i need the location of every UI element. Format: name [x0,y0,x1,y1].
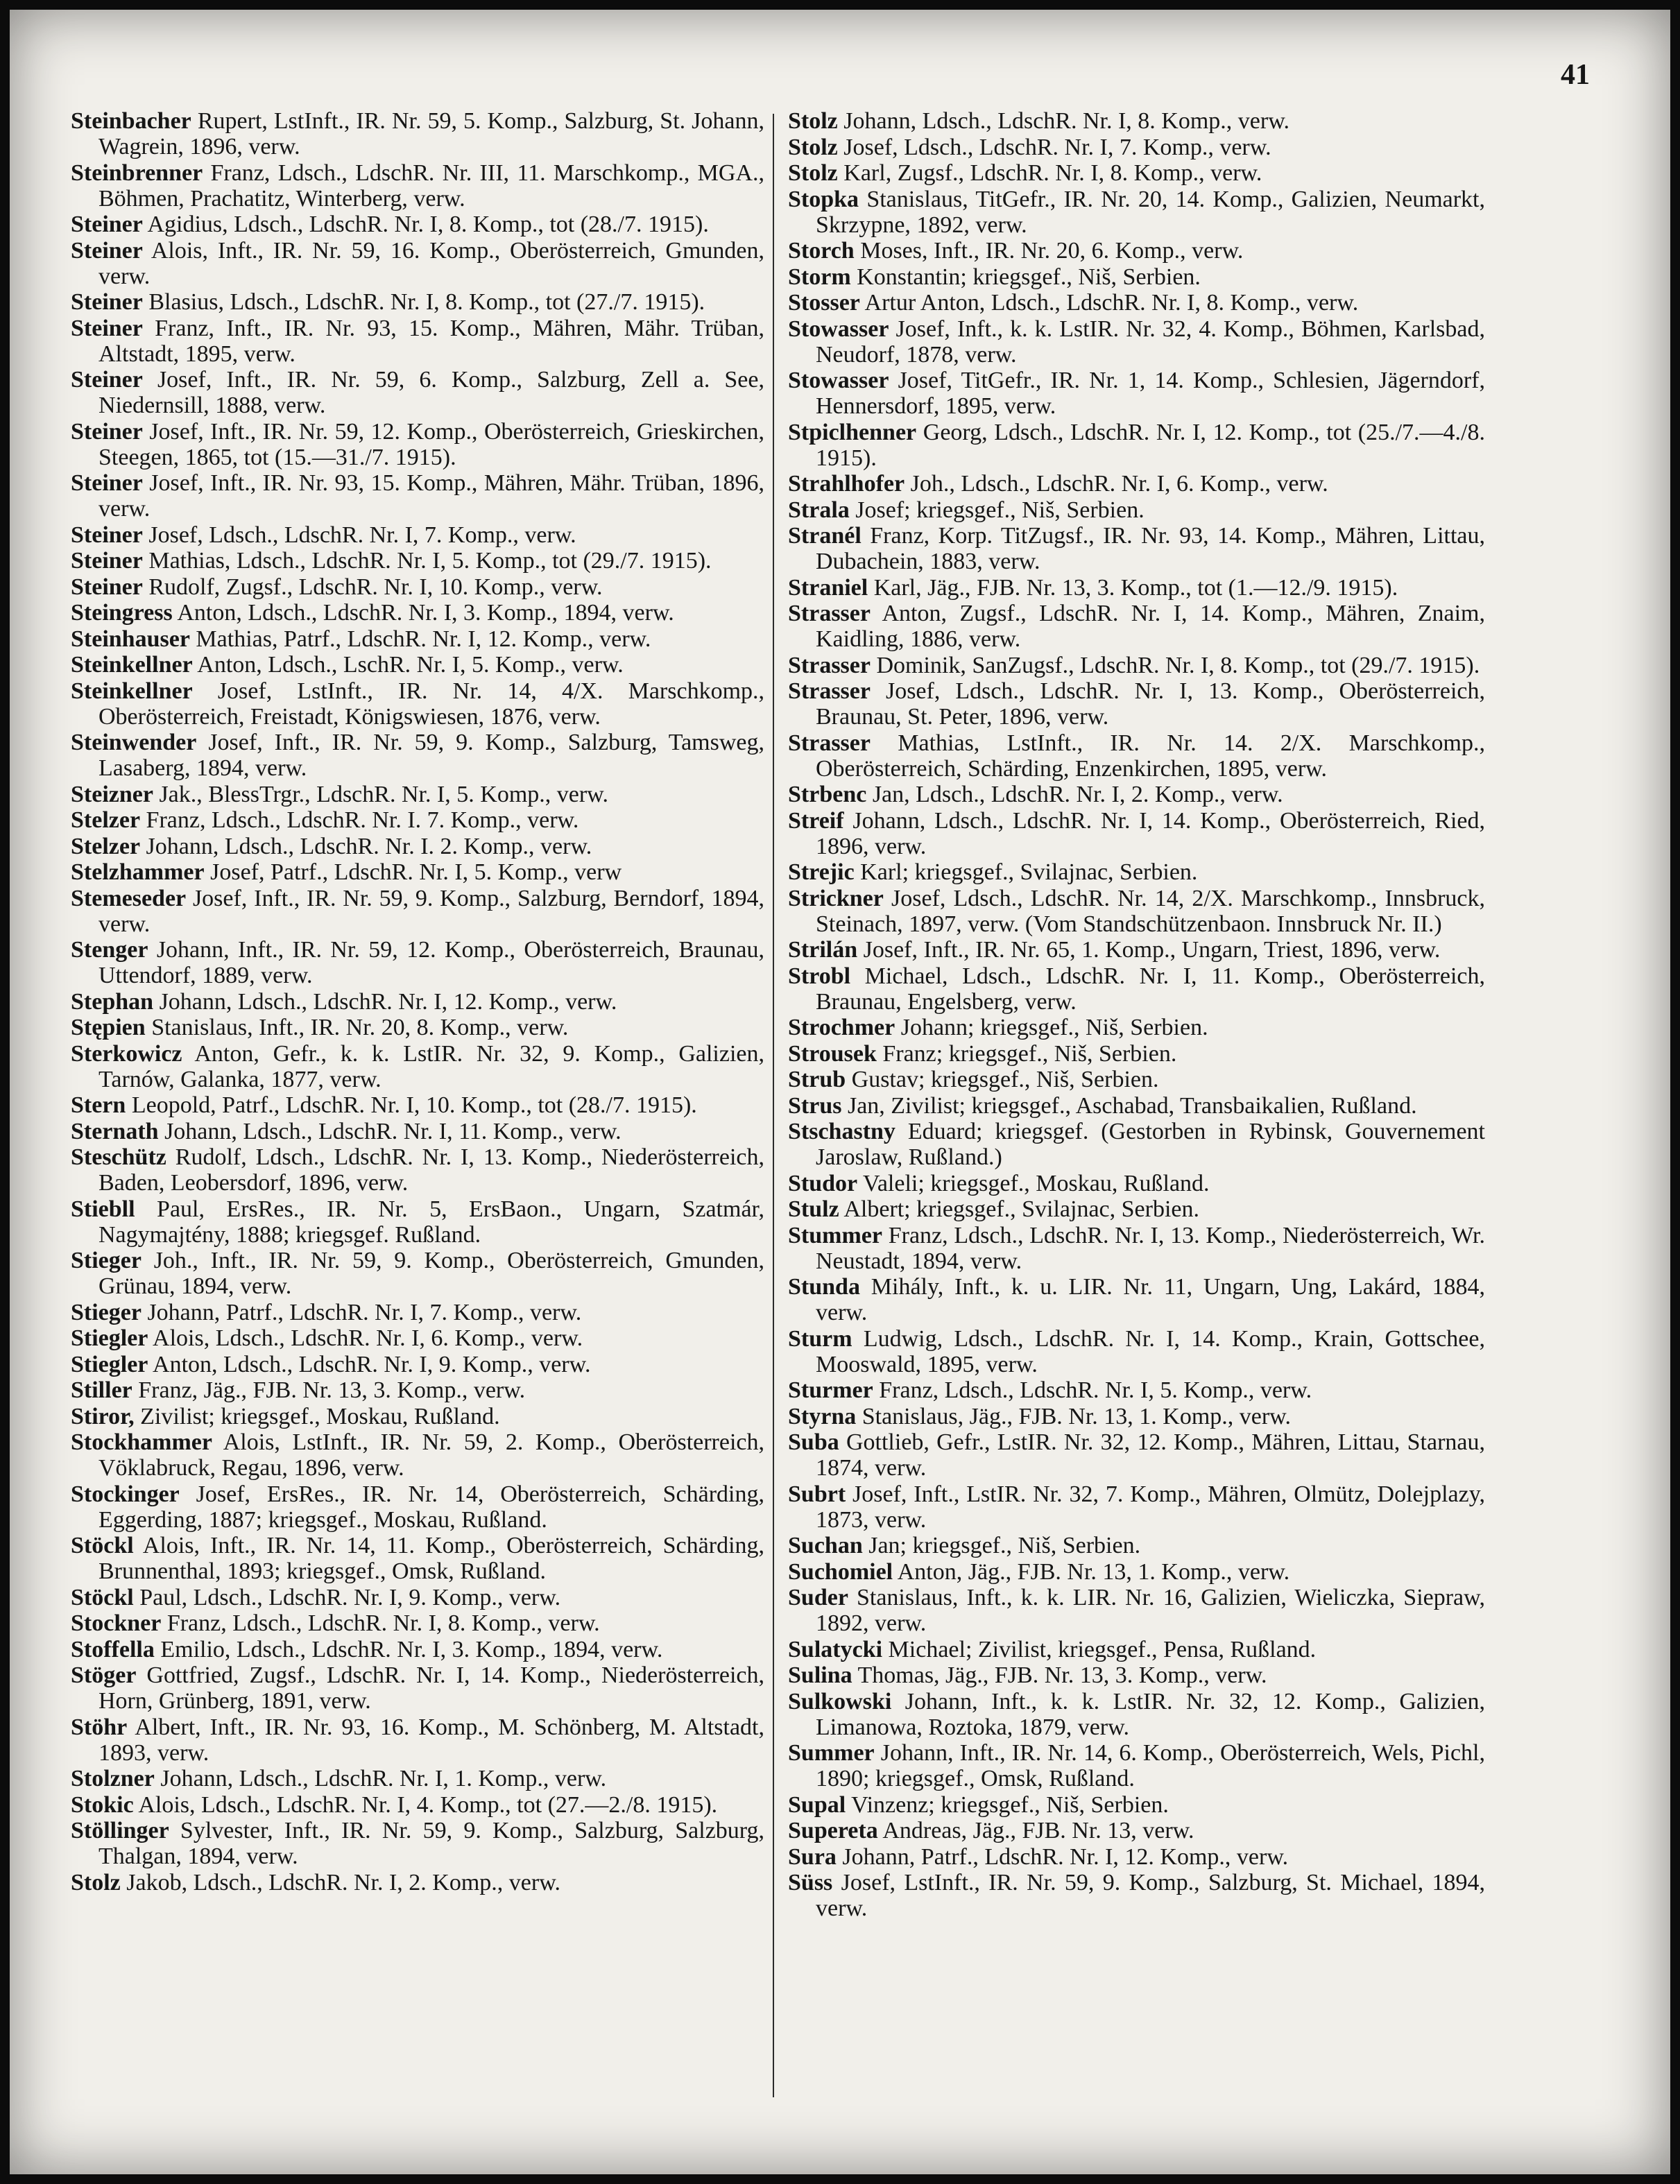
entry-surname: Stowasser [788,368,889,393]
entry-surname: Stiror, [71,1403,135,1429]
entry-details: Franz, Ldsch., LdschR. Nr. I, 13. Komp., Niederösterreich, Wr. Neustadt, 1894, verw. [816,1222,1486,1274]
entry-surname: Stephan [71,988,154,1015]
entry-surname: Stolz [71,1869,121,1895]
entry-surname: Sulkowski [788,1688,892,1714]
entry-details: Josef, Ldsch., LdschR. Nr. 14, 2/X. Marschkomp., Innsbruck, Steinach, 1897, verw. (Vom Standschützenbaon. Innsbruck Nr. II.) [816,885,1486,937]
register-entry [788,420,1485,471]
entry-surname: Steinkellner [71,678,193,704]
entry-surname: Stowasser [788,316,889,342]
register-entry [788,1119,1485,1170]
register-entry [788,937,1485,963]
entry-details: Franz, Ldsch., LdschR. Nr. III, 11. Marschkomp., MGA., Böhmen, Prachatitz, Winterberg, verw. [98,160,764,212]
entry-details: Jan; kriegsgef., Niš, Serbien. [868,1533,1141,1558]
entry-details: Josef, Inft., IR. Nr. 59, 12. Komp., Oberösterreich, Grieskirchen, Steegen, 1865, tot (15.—31./7. 1915). [98,418,764,470]
entry-surname: Stosser [788,290,860,316]
entry-details: Gottfried, Zugsf., LdschR. Nr. I, 14. Komp., Niederösterreich, Horn, Grünberg, 1891, verw. [98,1662,764,1714]
register-entry [71,782,764,807]
entry-details: Rudolf, Ldsch., LdschR. Nr. I, 13. Komp., Niederösterreich, Baden, Leobersdorf, 1896, verw. [98,1144,764,1196]
entry-surname: Stemeseder [71,885,187,911]
register-entry [71,1610,764,1636]
register-entry [788,1689,1485,1740]
entry-surname: Strobl [788,963,851,989]
entry-surname: Stiegler [71,1351,148,1377]
register-entry [71,160,764,212]
entry-surname: Straniel [788,574,868,601]
entry-details: Mihály, Inft., k. u. LIR. Nr. 11, Ungarn, Ung, Lakárd, 1884, verw. [816,1274,1486,1325]
entry-details: Johann, Ldsch., LdschR. Nr. I, 1. Komp., verw. [160,1766,607,1791]
register-entry [788,264,1485,290]
entry-surname: Stolzner [71,1766,155,1791]
register-entry [788,1792,1485,1818]
register-entry [788,653,1485,678]
entry-details: Johann, Inft., k. k. LstIR. Nr. 32, 12. Komp., Galizien, Limanowa, Roztoka, 1879, verw. [816,1688,1485,1740]
register-entry [788,808,1485,859]
entry-surname: Suchan [788,1533,863,1558]
register-entry [71,1481,764,1533]
entry-details: Eduard; kriegsgef. (Gestorben in Rybinsk, Gouvernement Jaroslaw, Rußland.) [816,1119,1486,1170]
entry-surname: Steinkellner [71,652,193,678]
entry-details: Mathias, LstInft., IR. Nr. 14. 2/X. Marschkomp., Oberösterreich, Schärding, Enzenkirchen, 1895, verw. [816,730,1485,782]
entry-details: Rupert, LstInft., IR. Nr. 59, 5. Komp., Salzburg, St. Johann, Wagrein, 1896, verw. [98,108,765,160]
entry-details: Alois, Ldsch., LdschR. Nr. I, 6. Komp., verw. [153,1325,583,1351]
entry-details: Mathias, Patrf., LdschR. Nr. I, 12. Komp., verw. [196,626,651,652]
register-entry [71,548,764,574]
register-entry [788,1585,1485,1636]
register-entry [71,834,764,859]
entry-surname: Stiegler [71,1325,148,1351]
register-entry [788,1870,1485,1921]
entry-surname: Steiner [71,237,143,264]
register-entry [71,600,764,626]
register-entry [71,1092,764,1118]
entry-details: Agidius, Ldsch., LdschR. Nr. I, 8. Komp., tot (28./7. 1915). [147,212,709,237]
entry-surname: Steiner [71,548,143,574]
entry-details: Moses, Inft., IR. Nr. 20, 6. Komp., verw. [860,238,1244,264]
register-entry [71,626,764,652]
entry-surname: Stolz [788,160,838,186]
entry-details: Karl; kriegsgef., Svilajnac, Serbien. [860,859,1198,885]
entry-details: Michael; Zivilist, kriegsgef., Pensa, Rußland. [888,1636,1317,1662]
entry-surname: Strus [788,1092,842,1119]
entry-details: Josef, LstInft., IR. Nr. 14, 4/X. Marschkomp., Oberösterreich, Freistadt, Königswiesen, 1876, verw. [98,678,765,730]
register-entry [788,497,1485,523]
register-entry [788,108,1485,134]
entry-details: Karl, Zugsf., LdschR. Nr. I, 8. Komp., verw. [843,160,1262,186]
entry-surname: Strilán [788,937,858,963]
entry-details: Jan, Zivilist; kriegsgef., Aschabad, Transbaikalien, Rußland. [847,1092,1417,1119]
entry-details: Stanislaus, Inft., k. k. LIR. Nr. 16, Galizien, Wieliczka, Siepraw, 1892, verw. [816,1585,1485,1636]
register-entry [71,1300,764,1325]
entry-details: Johann; kriegsgef., Niš, Serbien. [900,1015,1208,1040]
entry-details: Paul, Ldsch., LdschR. Nr. I, 9. Komp., verw. [139,1584,561,1610]
register-entry [788,471,1485,497]
register-entry [788,1093,1485,1119]
register-entry [71,678,764,730]
entry-surname: Steinwender [71,730,197,755]
entry-details: Stanislaus, Jäg., FJB. Nr. 13, 1. Komp., verw. [862,1403,1292,1429]
entry-details: Josef, TitGefr., IR. Nr. 1, 14. Komp., Schlesien, Jägerndorf, Hennersdorf, 1895, verw. [816,368,1486,419]
register-entry [788,1533,1485,1558]
entry-details: Josef, Inft., IR. Nr. 59, 9. Komp., Salzburg, Berndorf, 1894, verw. [98,885,765,937]
register-entry [788,678,1485,730]
entry-details: Gottlieb, Gefr., LstIR. Nr. 32, 12. Komp., Mähren, Littau, Starnau, 1874, verw. [816,1429,1485,1481]
entry-details: Josef, Inft., LstIR. Nr. 32, 7. Komp., Mähren, Olmütz, Dolejplazy, 1873, verw. [816,1481,1486,1533]
register-entry [71,937,764,988]
entry-surname: Stenger [71,937,148,963]
entry-surname: Steiner [71,367,143,393]
entry-details: Karl, Jäg., FJB. Nr. 13, 3. Komp., tot (1.—12./9. 1915). [873,574,1398,601]
entry-surname: Stiller [71,1377,132,1403]
register-entry [788,575,1485,601]
register-entry [71,807,764,833]
entry-surname: Süss [788,1870,833,1895]
register-entry [788,1429,1485,1481]
entry-details: Anton, Ldsch., LschR. Nr. I, 5. Komp., verw. [197,652,624,678]
right-column [788,108,1485,1922]
entry-surname: Storm [788,264,851,290]
entry-surname: Strejic [788,859,855,885]
register-entry [71,886,764,937]
page-number: 41 [1561,59,1590,91]
entry-details: Josef, Inft., IR. Nr. 59, 9. Komp., Salzburg, Tamsweg, Lasaberg, 1894, verw. [98,730,765,781]
entry-details: Josef, Inft., IR. Nr. 65, 1. Komp., Ungarn, Triest, 1896, verw. [863,937,1441,963]
entry-surname: Summer [788,1740,875,1766]
register-entry [788,316,1485,368]
entry-details: Josef, Inft., IR. Nr. 93, 15. Komp., Mähren, Mähr. Trüban, 1896, verw. [98,470,765,522]
register-entry [71,730,764,781]
register-entry [788,963,1485,1015]
entry-surname: Strasser [788,601,871,626]
register-entry [71,316,764,367]
entry-surname: Stpiclhenner [788,419,917,445]
entry-details: Johann, Ldsch., LdschR. Nr. I. 2. Komp., verw. [146,833,592,859]
entry-surname: Stöckl [71,1533,134,1558]
register-entry [788,886,1485,937]
entry-details: Ludwig, Ldsch., LdschR. Nr. I, 14. Komp., Krain, Gottschee, Mooswald, 1895, verw. [816,1325,1485,1377]
entry-details: Gustav; kriegsgef., Niš, Serbien. [851,1067,1159,1092]
entry-details: Jak., BlessTrgr., LdschR. Nr. I, 5. Komp., verw. [159,781,609,807]
entry-details: Sylvester, Inft., IR. Nr. 59, 9. Komp., Salzburg, Salzburg, Thalgan, 1894, verw. [98,1818,764,1869]
entry-surname: Stolz [788,108,838,134]
entry-details: Josef, Ldsch., LdschR. Nr. I, 13. Komp., Oberösterreich, Braunau, St. Peter, 1896, verw. [816,678,1485,730]
register-entry [71,1662,764,1714]
entry-details: Johann, Inft., IR. Nr. 59, 12. Komp., Oberösterreich, Braunau, Uttendorf, 1889, verw. [98,937,764,988]
entry-surname: Sternath [71,1118,159,1144]
entry-details: Emilio, Ldsch., LdschR. Nr. I, 3. Komp., 1894, verw. [160,1636,663,1662]
register-entry [788,1377,1485,1403]
register-entry [788,1844,1485,1870]
register-entry [71,574,764,600]
register-entry [788,290,1485,316]
entry-surname: Stunda [788,1274,860,1300]
entry-details: Anton, Ldsch., LdschR. Nr. I, 3. Komp., 1894, verw. [177,600,674,626]
entry-details: Leopold, Patrf., LdschR. Nr. I, 10. Komp., tot (28./7. 1915). [131,1092,697,1118]
entry-details: Franz, Ldsch., LdschR. Nr. I, 8. Komp., verw. [166,1610,600,1636]
register-entry [71,367,764,418]
entry-surname: Stulz [788,1196,839,1222]
entry-details: Franz, Inft., IR. Nr. 93, 15. Komp., Mähren, Mähr. Trüban, Altstadt, 1895, verw. [98,315,764,367]
register-entry [788,1067,1485,1092]
entry-surname: Stöckl [71,1584,134,1610]
register-entry [71,1119,764,1144]
entry-details: Johann, Patrf., LdschR. Nr. I, 7. Komp., verw. [147,1299,582,1325]
entry-surname: Stieger [71,1248,142,1273]
register-entry [788,1196,1485,1222]
register-entry [71,1015,764,1040]
entry-details: Andreas, Jäg., FJB. Nr. 13, verw. [882,1818,1194,1843]
entry-surname: Steiner [71,315,143,341]
entry-details: Georg, Ldsch., LdschR. Nr. I, 12. Komp., tot (25./7.—4./8. 1915). [816,419,1485,471]
entry-details: Josef, LstInft., IR. Nr. 59, 9. Komp., Salzburg, St. Michael, 1894, verw. [816,1870,1486,1921]
register-entry [71,419,764,470]
entry-surname: Stieger [71,1299,142,1325]
entry-surname: Stockhammer [71,1429,212,1455]
entry-details: Johann, Ldsch., LdschR. Nr. I, 11. Komp., verw. [164,1118,622,1144]
register-entry [71,989,764,1015]
entry-details: Franz; kriegsgef., Niš, Serbien. [882,1040,1177,1067]
register-entry [788,1559,1485,1585]
entry-details: Valeli; kriegsgef., Moskau, Rußland. [863,1170,1210,1196]
register-entry [71,1792,764,1818]
entry-surname: Steiner [71,289,143,315]
register-entry [71,1870,764,1895]
entry-surname: Steiner [71,418,143,445]
register-entry [71,108,764,160]
entry-surname: Sulatycki [788,1636,883,1662]
entry-surname: Stschastny [788,1119,895,1144]
entry-details: Vinzenz; kriegsgef., Niš, Serbien. [851,1791,1169,1818]
entry-details: Mathias, Ldsch., LdschR. Nr. I, 5. Komp., tot (29./7. 1915). [148,548,712,574]
register-entry [71,238,764,289]
register-entry [71,1041,764,1092]
register-entry [788,1740,1485,1791]
entry-surname: Strasser [788,730,871,756]
register-entry [788,1662,1485,1688]
entry-details: Alois, Inft., IR. Nr. 59, 16. Komp., Oberösterreich, Gmunden, verw. [98,237,765,289]
scanned-page [10,10,1670,2174]
entry-details: Stanislaus, Inft., IR. Nr. 20, 8. Komp., verw. [151,1015,569,1040]
entry-details: Michael, Ldsch., LdschR. Nr. I, 11. Komp., Oberösterreich, Braunau, Engelsberg, verw. [816,963,1485,1015]
entry-surname: Supereta [788,1818,878,1843]
entry-details: Johann, Ldsch., LdschR. Nr. I, 12. Komp., verw. [159,988,617,1015]
entry-surname: Stelzer [71,807,141,833]
entry-surname: Streif [788,807,844,834]
entry-surname: Stöhr [71,1714,128,1740]
entry-details: Franz, Korp. TitZugsf., IR. Nr. 93, 14. Komp., Mähren, Littau, Dubachein, 1883, verw. [816,523,1485,574]
entry-surname: Strala [788,497,850,523]
entry-surname: Stokic [71,1791,134,1818]
register-entry [71,1714,764,1766]
entry-surname: Steiner [71,522,143,548]
register-entry [788,1818,1485,1843]
entry-surname: Supal [788,1791,846,1818]
entry-details: Alois, Inft., IR. Nr. 14, 11. Komp., Oberösterreich, Schärding, Brunnenthal, 1893; kriegsgef., Omsk, Rußland. [98,1533,765,1584]
entry-details: Blasius, Ldsch., LdschR. Nr. I, 8. Komp., tot (27./7. 1915). [148,289,705,315]
entry-details: Franz, Ldsch., LdschR. Nr. I. 7. Komp., verw. [146,807,579,833]
register-entry [788,135,1485,160]
entry-surname: Sulina [788,1662,852,1688]
entry-details: Paul, ErsRes., IR. Nr. 5, ErsBaon., Ungarn, Szatmár, Nagymajtény, 1888; kriegsgef. Rußland. [98,1196,764,1248]
register-entry [71,1818,764,1869]
entry-surname: Steiner [71,212,143,237]
entry-details: Rudolf, Zugsf., LdschR. Nr. I, 10. Komp., verw. [148,574,603,600]
entry-details: Konstantin; kriegsgef., Niš, Serbien. [857,264,1201,290]
register-entry [71,1196,764,1248]
register-entry [788,1223,1485,1274]
entry-details: Johann, Inft., IR. Nr. 14, 6. Komp., Oberösterreich, Wels, Pichl, 1890; kriegsgef., Omsk, Rußland. [816,1740,1486,1791]
entry-surname: Steschütz [71,1144,166,1170]
entry-surname: Steiner [71,470,143,496]
entry-details: Franz, Jäg., FJB. Nr. 13, 3. Komp., verw. [138,1377,526,1403]
entry-surname: Stoffella [71,1636,155,1662]
entry-surname: Strbenc [788,782,867,807]
entry-surname: Strahlhofer [788,471,905,497]
entry-surname: Studor [788,1170,858,1196]
entry-surname: Stiebll [71,1196,135,1222]
register-entry [788,523,1485,574]
entry-surname: Sturmer [788,1377,873,1403]
entry-details: Alois, Ldsch., LdschR. Nr. I, 4. Komp., tot (27.—2./8. 1915). [138,1791,718,1818]
entry-details: Stanislaus, TitGefr., IR. Nr. 20, 14. Komp., Galizien, Neumarkt, Skrzypne, 1892, verw. [816,186,1486,238]
entry-details: Josef, Inft., IR. Nr. 59, 6. Komp., Salzburg, Zell a. See, Niedernsill, 1888, verw. [98,367,764,418]
register-entry [71,1429,764,1481]
register-entry [71,1533,764,1584]
entry-surname: Sura [788,1843,837,1870]
entry-surname: Suder [788,1585,848,1610]
register-entry [788,1481,1485,1533]
register-entry [788,1637,1485,1662]
register-entry [71,470,764,522]
entry-surname: Steinbrenner [71,160,203,186]
entry-details: Joh., Ldsch., LdschR. Nr. I, 6. Komp., verw. [910,471,1328,497]
entry-surname: Stern [71,1092,126,1118]
entry-surname: Stockner [71,1610,162,1636]
left-column [71,108,764,1895]
entry-surname: Sturm [788,1325,852,1352]
register-entry [71,1637,764,1662]
entry-surname: Strochmer [788,1015,895,1040]
entry-surname: Steingress [71,600,173,626]
entry-details: Anton, Zugsf., LdschR. Nr. I, 14. Komp., Mähren, Znaim, Kaidling, 1886, verw. [816,601,1485,652]
register-entry [788,1171,1485,1196]
entry-surname: Stelzer [71,833,141,859]
entry-surname: Stelzhammer [71,859,205,885]
entry-surname: Steinhauser [71,626,190,652]
entry-details: Josef, Patrf., LdschR. Nr. I, 5. Komp., verw [210,859,622,885]
entry-surname: Strasser [788,652,871,678]
entry-details: Jakob, Ldsch., LdschR. Nr. I, 2. Komp., verw. [126,1869,561,1895]
register-entry [71,652,764,678]
column-divider [773,114,774,2097]
register-entry [788,1326,1485,1377]
entry-surname: Styrna [788,1403,857,1429]
entry-surname: Stopka [788,186,859,212]
entry-details: Anton, Gefr., k. k. LstIR. Nr. 32, 9. Komp., Galizien, Tarnów, Galanka, 1877, verw. [98,1040,764,1092]
register-entry [71,1248,764,1299]
entry-surname: Suba [788,1429,839,1455]
entry-details: Alois, LstInft., IR. Nr. 59, 2. Komp., Oberösterreich, Vöklabruck, Regau, 1896, verw. [98,1429,764,1481]
entry-details: Josef, ErsRes., IR. Nr. 14, Oberösterreich, Schärding, Eggerding, 1887; kriegsgef., Moskau, Rußland. [98,1481,765,1533]
register-entry [788,238,1485,264]
register-entry [788,160,1485,186]
entry-surname: Steizner [71,781,153,807]
entry-surname: Strousek [788,1040,877,1067]
register-entry [71,1377,764,1403]
entry-details: Josef; kriegsgef., Niš, Serbien. [855,497,1145,523]
entry-details: Josef, Ldsch., LdschR. Nr. I, 7. Komp., verw. [148,522,576,548]
entry-surname: Stöger [71,1662,137,1688]
register-entry [71,1766,764,1791]
register-entry [788,859,1485,885]
register-entry [788,1015,1485,1040]
register-entry [788,1041,1485,1067]
register-entry [71,1144,764,1196]
register-entry [788,187,1485,238]
entry-surname: Stępien [71,1015,146,1040]
entry-details: Johann, Ldsch., LdschR. Nr. I, 8. Komp., verw. [843,108,1290,134]
entry-details: Jan, Ldsch., LdschR. Nr. I, 2. Komp., verw. [872,782,1283,807]
register-entry [788,1274,1485,1325]
register-entry [788,730,1485,782]
entry-details: Josef, Ldsch., LdschR. Nr. I, 7. Komp., verw. [843,134,1271,160]
entry-details: Joh., Inft., IR. Nr. 59, 9. Komp., Oberösterreich, Gmunden, Grünau, 1894, verw. [98,1248,765,1299]
register-entry [788,1404,1485,1429]
entry-surname: Storch [788,238,855,264]
register-entry [71,1404,764,1429]
entry-surname: Steiner [71,574,143,600]
entry-surname: Subrt [788,1481,846,1507]
register-entry [71,522,764,548]
entry-details: Josef, Inft., k. k. LstIR. Nr. 32, 4. Komp., Böhmen, Karlsbad, Neudorf, 1878, verw. [816,316,1485,368]
register-entry [71,212,764,237]
entry-surname: Sterkowicz [71,1040,182,1067]
register-entry [71,1585,764,1610]
entry-details: Thomas, Jäg., FJB. Nr. 13, 3. Komp., verw. [857,1662,1267,1688]
entry-surname: Stöllinger [71,1818,169,1843]
register-entry [788,782,1485,807]
entry-details: Anton, Ldsch., LdschR. Nr. I, 9. Komp., verw. [153,1351,591,1377]
entry-surname: Steinbacher [71,108,191,134]
register-entry [788,368,1485,419]
entry-surname: Stolz [788,134,838,160]
entry-details: Albert; kriegsgef., Svilajnac, Serbien. [843,1196,1200,1222]
register-entry [71,1352,764,1377]
entry-surname: Strasser [788,678,871,704]
entry-details: Franz, Ldsch., LdschR. Nr. I, 5. Komp., verw. [879,1377,1312,1403]
entry-details: Johann, Patrf., LdschR. Nr. I, 12. Komp., verw. [842,1843,1289,1870]
entry-details: Dominik, SanZugsf., LdschR. Nr. I, 8. Komp., tot (29./7. 1915). [876,652,1480,678]
register-entry [71,289,764,315]
entry-details: Anton, Jäg., FJB. Nr. 13, 1. Komp., verw. [897,1558,1290,1585]
entry-surname: Stranél [788,523,862,549]
entry-details: Artur Anton, Ldsch., LdschR. Nr. I, 8. Komp., verw. [864,290,1359,316]
entry-surname: Stummer [788,1222,882,1248]
register-entry [71,1325,764,1351]
register-entry [788,601,1485,652]
entry-details: Albert, Inft., IR. Nr. 93, 16. Komp., M. Schönberg, M. Altstadt, 1893, verw. [98,1714,764,1766]
register-entry [71,859,764,885]
entry-surname: Strub [788,1067,846,1092]
entry-details: Zivilist; kriegsgef., Moskau, Rußland. [140,1403,500,1429]
entry-details: Johann, Ldsch., LdschR. Nr. I, 14. Komp., Oberösterreich, Ried, 1896, verw. [816,807,1486,859]
entry-surname: Stockinger [71,1481,180,1507]
entry-surname: Suchomiel [788,1558,893,1585]
entry-surname: Strickner [788,885,884,911]
